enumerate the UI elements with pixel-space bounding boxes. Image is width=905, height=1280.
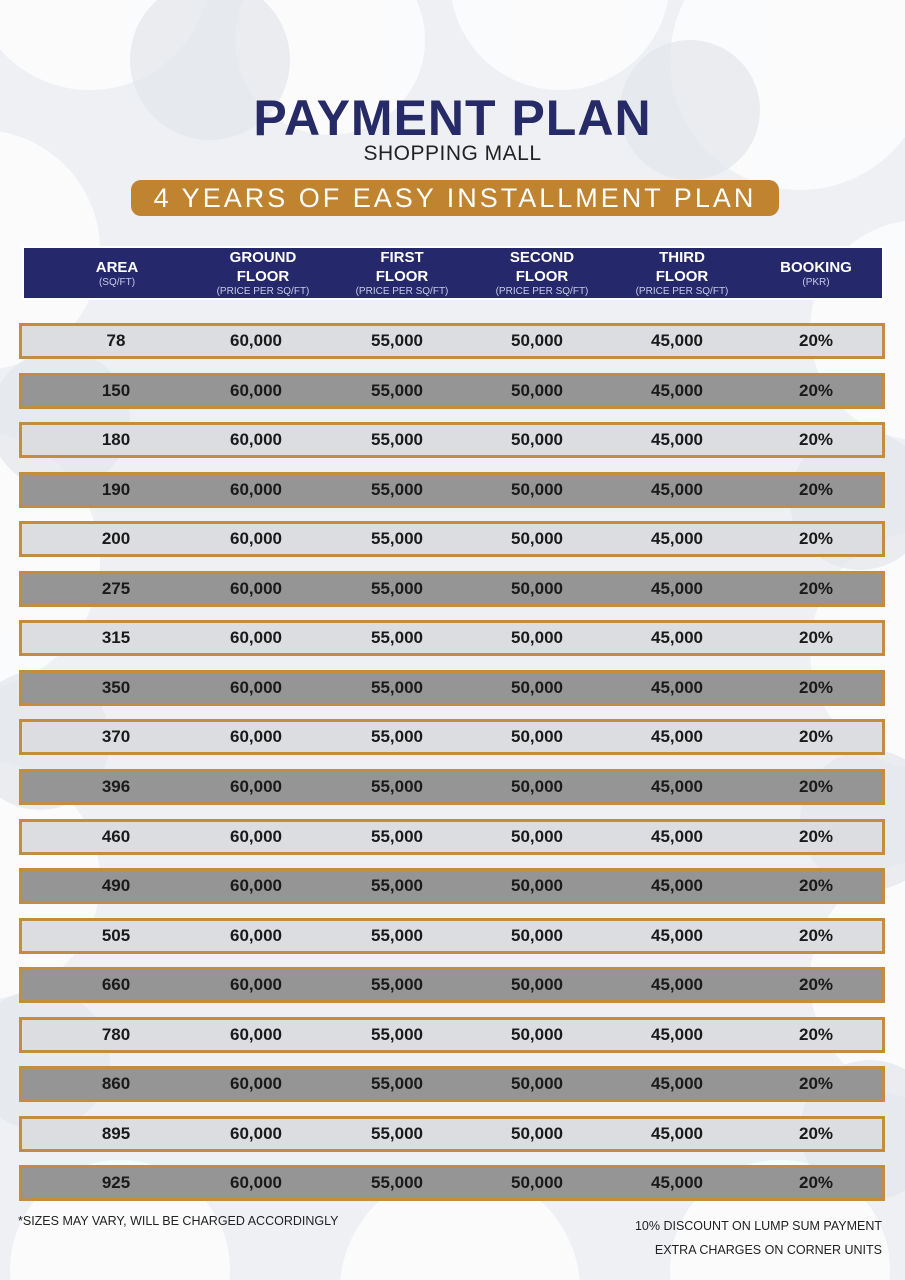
cell-second-floor-price: 50,000 xyxy=(511,1173,563,1192)
table-row xyxy=(19,967,885,1003)
cell-ground-floor-price: 60,000 xyxy=(230,579,282,598)
cell-area: 370 xyxy=(101,727,131,746)
table-row xyxy=(19,918,885,954)
cell-area: 350 xyxy=(101,678,131,697)
cell-third-floor-price: 45,000 xyxy=(651,430,703,449)
cell-first-floor-price: 55,000 xyxy=(371,975,423,994)
cell-second-floor-price: 50,000 xyxy=(511,1124,563,1143)
cell-ground-floor-price: 60,000 xyxy=(230,678,282,697)
cell-ground-floor-price: 60,000 xyxy=(230,480,282,499)
cell-ground-floor-price: 60,000 xyxy=(230,331,282,350)
cell-second-floor-price: 50,000 xyxy=(511,876,563,895)
cell-area: 895 xyxy=(101,1124,131,1143)
cell-second-floor-price: 50,000 xyxy=(511,777,563,796)
cell-ground-floor-price: 60,000 xyxy=(230,430,282,449)
cell-second-floor-price: 50,000 xyxy=(511,1074,563,1093)
column-header-second-floor: SECOND FLOOR (PRICE PER SQ/FT) xyxy=(495,249,589,297)
cell-ground-floor-price: 60,000 xyxy=(230,777,282,796)
cell-booking: 20% xyxy=(798,381,834,400)
cell-first-floor-price: 55,000 xyxy=(371,926,423,945)
cell-third-floor-price: 45,000 xyxy=(651,529,703,548)
table-row xyxy=(19,323,885,359)
cell-first-floor-price: 55,000 xyxy=(371,381,423,400)
cell-first-floor-price: 55,000 xyxy=(371,579,423,598)
cell-area: 150 xyxy=(101,381,131,400)
cell-booking: 20% xyxy=(798,480,834,499)
cell-booking: 20% xyxy=(798,678,834,697)
cell-booking: 20% xyxy=(798,1124,834,1143)
cell-first-floor-price: 55,000 xyxy=(371,827,423,846)
cell-first-floor-price: 55,000 xyxy=(371,678,423,697)
table-row xyxy=(19,1066,885,1102)
cell-booking: 20% xyxy=(798,1173,834,1192)
cell-second-floor-price: 50,000 xyxy=(511,1025,563,1044)
cell-area: 396 xyxy=(101,777,131,796)
cell-third-floor-price: 45,000 xyxy=(651,579,703,598)
cell-ground-floor-price: 60,000 xyxy=(230,926,282,945)
cell-second-floor-price: 50,000 xyxy=(511,331,563,350)
cell-first-floor-price: 55,000 xyxy=(371,331,423,350)
page-subtitle: SHOPPING MALL xyxy=(363,142,542,165)
cell-first-floor-price: 55,000 xyxy=(371,1173,423,1192)
cell-first-floor-price: 55,000 xyxy=(371,727,423,746)
cell-third-floor-price: 45,000 xyxy=(651,926,703,945)
cell-third-floor-price: 45,000 xyxy=(651,1074,703,1093)
table-row xyxy=(19,1116,885,1152)
table-row xyxy=(19,819,885,855)
cell-ground-floor-price: 60,000 xyxy=(230,1025,282,1044)
cell-third-floor-price: 45,000 xyxy=(651,1025,703,1044)
cell-booking: 20% xyxy=(798,628,834,647)
cell-ground-floor-price: 60,000 xyxy=(230,727,282,746)
table-row xyxy=(19,1165,885,1201)
column-header-first-floor: FIRST FLOOR (PRICE PER SQ/FT) xyxy=(355,249,449,297)
cell-first-floor-price: 55,000 xyxy=(371,1025,423,1044)
sizes-note: *SIZES MAY VARY, WILL BE CHARGED ACCORDINGLY xyxy=(18,1214,339,1228)
cell-booking: 20% xyxy=(798,331,834,350)
cell-booking: 20% xyxy=(798,975,834,994)
cell-second-floor-price: 50,000 xyxy=(511,975,563,994)
table-row xyxy=(19,472,885,508)
cell-area: 315 xyxy=(101,628,131,647)
cell-first-floor-price: 55,000 xyxy=(371,777,423,796)
cell-third-floor-price: 45,000 xyxy=(651,827,703,846)
cell-third-floor-price: 45,000 xyxy=(651,876,703,895)
cell-second-floor-price: 50,000 xyxy=(511,579,563,598)
cell-area: 78 xyxy=(106,331,126,350)
table-row xyxy=(19,521,885,557)
table-row xyxy=(19,571,885,607)
cell-third-floor-price: 45,000 xyxy=(651,1173,703,1192)
cell-booking: 20% xyxy=(798,1074,834,1093)
table-row xyxy=(19,868,885,904)
column-header-ground-floor: GROUND FLOOR (PRICE PER SQ/FT) xyxy=(216,249,310,297)
cell-ground-floor-price: 60,000 xyxy=(230,1074,282,1093)
cell-booking: 20% xyxy=(798,579,834,598)
cell-third-floor-price: 45,000 xyxy=(651,975,703,994)
cell-area: 780 xyxy=(101,1025,131,1044)
cell-third-floor-price: 45,000 xyxy=(651,480,703,499)
terms-notes xyxy=(635,1214,882,1262)
cell-area: 180 xyxy=(101,430,131,449)
cell-ground-floor-price: 60,000 xyxy=(230,876,282,895)
table-row xyxy=(19,1017,885,1053)
cell-first-floor-price: 55,000 xyxy=(371,529,423,548)
cell-second-floor-price: 50,000 xyxy=(511,480,563,499)
cell-ground-floor-price: 60,000 xyxy=(230,628,282,647)
cell-first-floor-price: 55,000 xyxy=(371,1124,423,1143)
corner-units-note: EXTRA CHARGES ON CORNER UNITS xyxy=(654,1243,882,1257)
cell-second-floor-price: 50,000 xyxy=(511,678,563,697)
cell-area: 460 xyxy=(101,827,131,846)
cell-area: 190 xyxy=(101,480,131,499)
cell-third-floor-price: 45,000 xyxy=(651,727,703,746)
table-header xyxy=(22,246,884,300)
cell-area: 660 xyxy=(101,975,131,994)
page-title: PAYMENT PLAN xyxy=(253,90,652,146)
cell-booking: 20% xyxy=(798,1025,834,1044)
table-row xyxy=(19,719,885,755)
column-header-third-floor: THIRD FLOOR (PRICE PER SQ/FT) xyxy=(635,249,729,297)
cell-area: 490 xyxy=(101,876,131,895)
cell-second-floor-price: 50,000 xyxy=(511,926,563,945)
cell-first-floor-price: 55,000 xyxy=(371,876,423,895)
cell-booking: 20% xyxy=(798,430,834,449)
cell-ground-floor-price: 60,000 xyxy=(230,1124,282,1143)
cell-area: 275 xyxy=(101,579,131,598)
cell-ground-floor-price: 60,000 xyxy=(230,1173,282,1192)
cell-ground-floor-price: 60,000 xyxy=(230,975,282,994)
cell-booking: 20% xyxy=(798,876,834,895)
table-row xyxy=(19,373,885,409)
cell-second-floor-price: 50,000 xyxy=(511,827,563,846)
installment-banner: 4 YEARS OF EASY INSTALLMENT PLAN xyxy=(131,180,779,216)
cell-booking: 20% xyxy=(798,727,834,746)
cell-booking: 20% xyxy=(798,827,834,846)
table-row xyxy=(19,620,885,656)
cell-area: 200 xyxy=(101,529,131,548)
cell-second-floor-price: 50,000 xyxy=(511,529,563,548)
cell-first-floor-price: 55,000 xyxy=(371,430,423,449)
cell-first-floor-price: 55,000 xyxy=(371,480,423,499)
cell-second-floor-price: 50,000 xyxy=(511,628,563,647)
cell-ground-floor-price: 60,000 xyxy=(230,827,282,846)
cell-third-floor-price: 45,000 xyxy=(651,678,703,697)
table-row xyxy=(19,422,885,458)
table-row xyxy=(19,769,885,805)
cell-third-floor-price: 45,000 xyxy=(651,1124,703,1143)
cell-second-floor-price: 50,000 xyxy=(511,430,563,449)
cell-third-floor-price: 45,000 xyxy=(651,381,703,400)
cell-third-floor-price: 45,000 xyxy=(651,628,703,647)
cell-booking: 20% xyxy=(798,926,834,945)
cell-area: 925 xyxy=(101,1173,131,1192)
cell-area: 860 xyxy=(101,1074,131,1093)
cell-booking: 20% xyxy=(798,777,834,796)
cell-first-floor-price: 55,000 xyxy=(371,1074,423,1093)
cell-first-floor-price: 55,000 xyxy=(371,628,423,647)
cell-second-floor-price: 50,000 xyxy=(511,727,563,746)
discount-note: 10% DISCOUNT ON LUMP SUM PAYMENT xyxy=(634,1219,882,1233)
cell-second-floor-price: 50,000 xyxy=(511,381,563,400)
cell-area: 505 xyxy=(101,926,131,945)
cell-third-floor-price: 45,000 xyxy=(651,331,703,350)
column-header-area: AREA (SQ/FT) xyxy=(95,258,139,288)
cell-booking: 20% xyxy=(798,529,834,548)
cell-ground-floor-price: 60,000 xyxy=(230,529,282,548)
cell-ground-floor-price: 60,000 xyxy=(230,381,282,400)
column-header-booking: BOOKING (PKR) xyxy=(780,258,852,288)
table-row xyxy=(19,670,885,706)
cell-third-floor-price: 45,000 xyxy=(651,777,703,796)
